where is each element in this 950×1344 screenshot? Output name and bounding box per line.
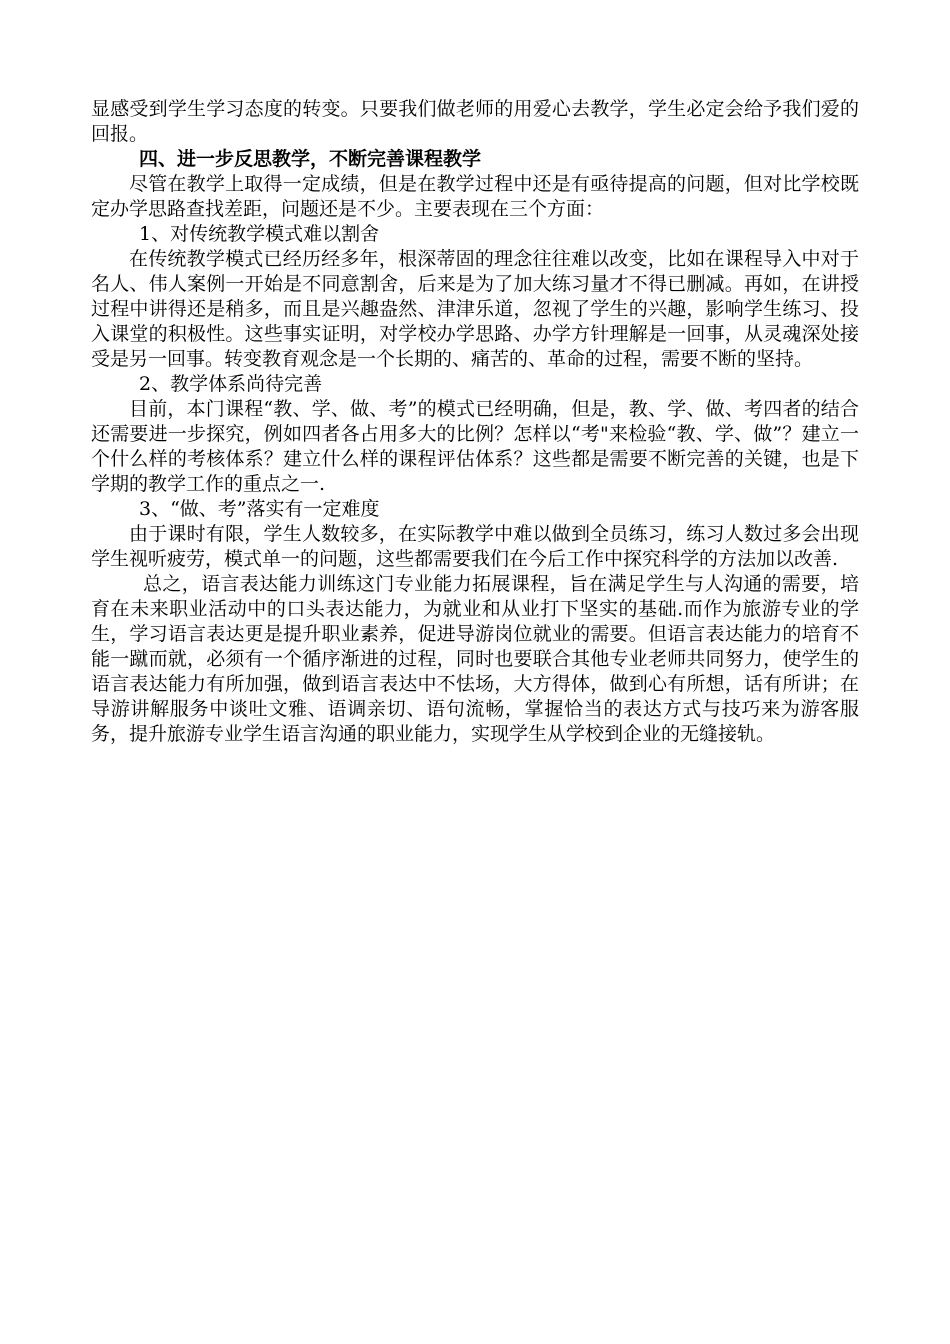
paragraph-conclusion: 总之，语言表达能力训练这门专业能力拓展课程，旨在满足学生与人沟通的需要，培育在未来职业活动中的口头表达能力，为就业和从业打下坚实的基础.而作为旅游专业的学生，学习语言表达更是提升职业素养，促进导游岗位就业的需要。但语言表达能力的培育不能一蹴而就，必须有一个循序渐进的过程，同时也要联合其他专业老师共同努力，使学生的语言表达能力有所加强，做到语言表达中不怯场，大方得体，做到心有所想，话有所讲；在导游讲解服务中谈吐文雅、语调亲切、语句流畅，掌握恰当的表达方式与技巧来为游客服务，提升旅游专业学生语言沟通的职业能力，实现学生从学校到企业的无缝接轨。 — [91, 573, 859, 745]
paragraph-point-3: 由于课时有限，学生人数较多，在实际教学中难以做到全员练习，练习人数过多会出现学生视听疲劳，模式单一的问题，这些都需要我们在今后工作中探究科学的方法加以改善. — [91, 523, 859, 570]
subheading-1: 1、对传统教学模式难以割舍 — [139, 223, 380, 245]
paragraph-intro: 尽管在教学上取得一定成绩，但是在教学过程中还是有亟待提高的问题，但对比学校既定办学思路查找差距，问题还是不少。主要表现在三个方面： — [91, 173, 859, 220]
subheading-3: 3、“做、考”落实有一定难度 — [139, 498, 380, 520]
paragraph-point-1: 在传统教学模式已经历经多年，根深蒂固的理念往往难以改变，比如在课程导入中对于名人、伟人案例一开始是不同意割舍，后来是为了加大练习量才不得已删减。再如，在讲授过程中讲得还是稍多，而且是兴趣盎然、津津乐道，忽视了学生的兴趣，影响学生练习、投入课堂的积极性。这些事实证明，对学校办学思路、办学方针理解是一回事，从灵魂深处接受是另一回事。转变教育观念是一个长期的、痛苦的、革命的过程，需要不断的坚持。 — [91, 248, 859, 370]
paragraph-point-2: 目前，本门课程“教、学、做、考”的模式已经明确，但是，教、学、做、考四者的结合还需要进一步探究，例如四者各占用多大的比例？怎样以“考"来检验“教、学、做”？建立一个什么样的考核体系？建立什么样的课程评估体系？这些都是需要不断完善的关键，也是下学期的教学工作的重点之一. — [91, 398, 859, 495]
paragraph-continuation: 显感受到学生学习态度的转变。只要我们做老师的用爱心去教学，学生必定会给予我们爱的回报。 — [91, 98, 859, 145]
section-heading-4: 四、进一步反思教学，不断完善课程教学 — [139, 148, 482, 170]
document-body — [91, 97, 859, 747]
subheading-2: 2、教学体系尚待完善 — [139, 373, 323, 395]
